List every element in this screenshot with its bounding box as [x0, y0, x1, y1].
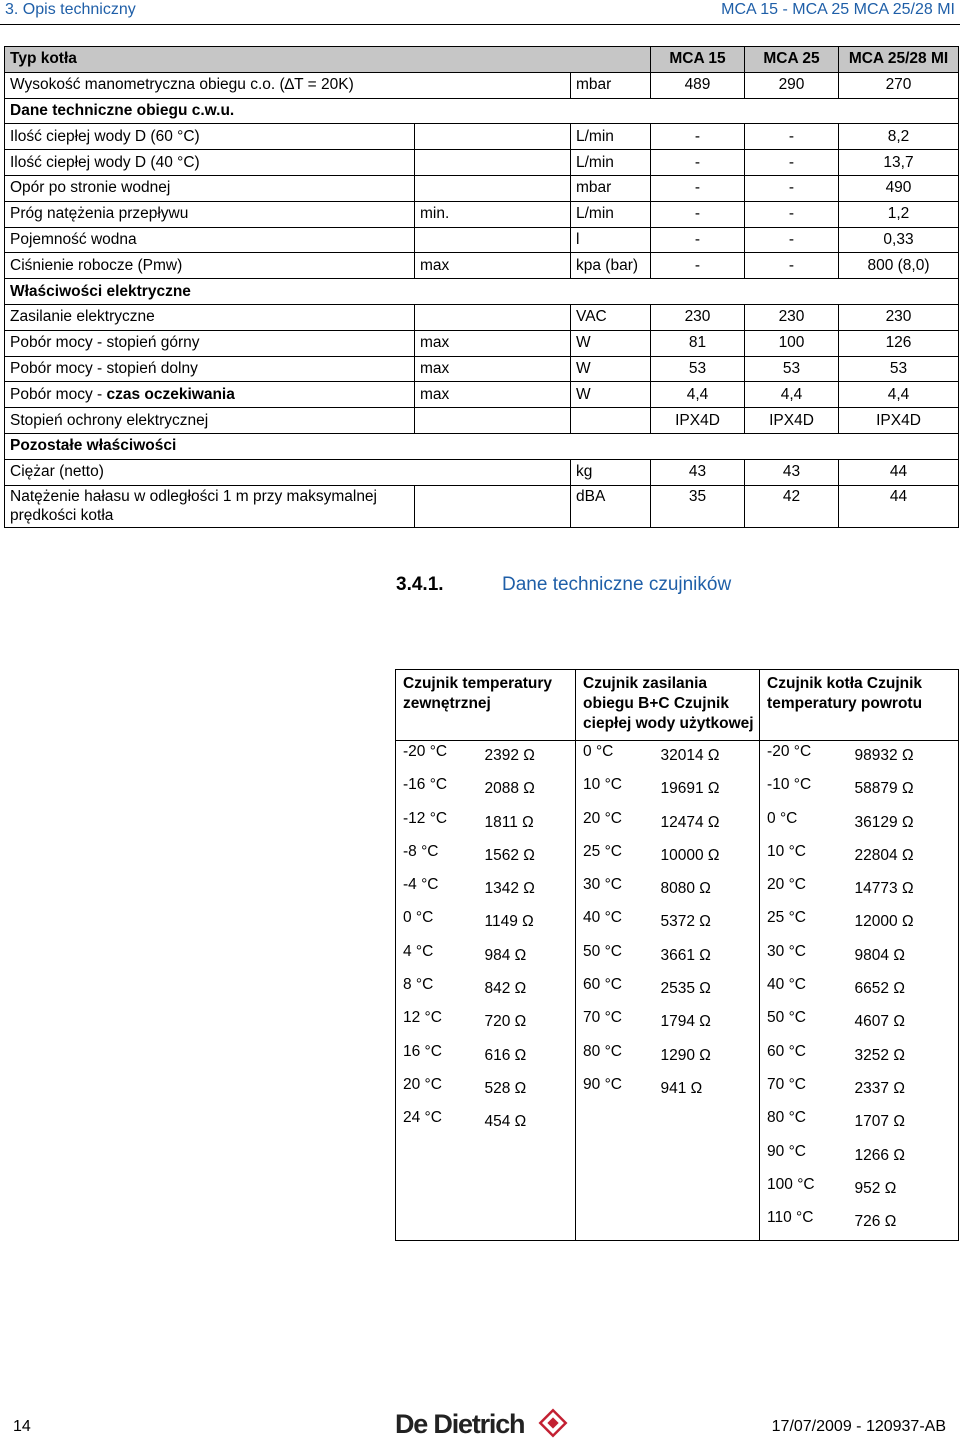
sensor-resistance: 12000 Ω	[848, 907, 959, 940]
sensor-row	[396, 808, 959, 841]
sensor-row	[396, 1207, 959, 1241]
spec-value: -	[745, 124, 839, 150]
section-heading: Właściwości elektryczne	[5, 279, 959, 305]
sensor-resistance: 2535 Ω	[660, 980, 711, 998]
spec-row	[5, 124, 959, 150]
spec-value: IPX4D	[745, 408, 839, 434]
spec-header-label: Typ kotła	[5, 47, 651, 73]
sensor-resistance	[478, 1207, 576, 1241]
sensor-resistance: 1562 Ω	[484, 846, 535, 864]
sensor-temperature: 0 °C	[760, 808, 848, 841]
spec-value: -	[745, 201, 839, 227]
spec-label: Ilość ciepłej wody D (40 °C)	[5, 150, 415, 176]
spec-qualifier	[415, 227, 571, 253]
spec-value: IPX4D	[839, 408, 959, 434]
spec-unit: W	[571, 382, 651, 408]
spec-unit: mbar	[571, 72, 651, 98]
spec-row-standby	[5, 382, 959, 408]
spec-row-weight	[5, 459, 959, 485]
spec-value: 489	[651, 72, 745, 98]
spec-row	[5, 201, 959, 227]
spec-value: 270	[839, 72, 959, 98]
sensor-resistance: 720 Ω	[484, 1013, 527, 1031]
sensor-resistance: 5372 Ω	[660, 913, 711, 931]
sensor-resistance: 952 Ω	[848, 1174, 959, 1207]
sensor-temperature: 100 °C	[760, 1174, 848, 1207]
spec-row	[5, 304, 959, 330]
spec-qualifier: max	[415, 382, 571, 408]
spec-value: -	[745, 150, 839, 176]
spec-label: Opór po stronie wodnej	[5, 175, 415, 201]
sensor-resistance: 1266 Ω	[848, 1141, 959, 1174]
sensor-row	[396, 1141, 959, 1174]
spec-value: 230	[839, 304, 959, 330]
sensor-temperature: 12 °C	[396, 1007, 478, 1040]
sensor-resistance: 6652 Ω	[848, 974, 959, 1007]
spec-qualifier	[415, 124, 571, 150]
sensor-resistance: 842 Ω	[484, 980, 527, 998]
spec-value: -	[745, 175, 839, 201]
spec-value: 490	[839, 175, 959, 201]
sensor-row	[396, 774, 959, 807]
sensor-temperature: 30 °C	[760, 941, 848, 974]
sensor-resistance: 36129 Ω	[848, 808, 959, 841]
spec-qualifier: min.	[415, 201, 571, 227]
spec-value: 230	[651, 304, 745, 330]
delta-icon: ∆	[284, 76, 295, 94]
spec-value: 53	[651, 356, 745, 382]
spec-qualifier: max	[415, 253, 571, 279]
sensor-resistance: 1149 Ω	[484, 913, 534, 931]
sensor-resistance: 14773 Ω	[848, 874, 959, 907]
sensor-temperature: 110 °C	[760, 1207, 848, 1241]
sensor-resistance	[654, 1174, 760, 1207]
document-reference: 17/07/2009 - 120937-AB	[771, 1418, 946, 1435]
sensor-table	[395, 669, 959, 1241]
spec-value: IPX4D	[651, 408, 745, 434]
sensor-resistance: 1794 Ω	[660, 1013, 711, 1031]
sensor-header-outdoor: Czujnik temperatury zewnętrznej	[396, 670, 576, 741]
sensor-temperature	[576, 1107, 654, 1140]
spec-qualifier	[415, 485, 571, 527]
sensor-temperature: 0 °C	[396, 907, 478, 940]
spec-row-noise	[5, 485, 959, 527]
sensor-row	[396, 1107, 959, 1140]
spec-row	[5, 175, 959, 201]
spec-value: -	[651, 124, 745, 150]
spec-section-dhw	[5, 98, 959, 124]
sensor-resistance: 984 Ω	[484, 946, 527, 964]
sensor-temperature: 60 °C	[760, 1041, 848, 1074]
spec-value: 44	[839, 485, 959, 527]
spec-value: 44	[839, 459, 959, 485]
spec-value: 4,4	[651, 382, 745, 408]
spec-unit: VAC	[571, 304, 651, 330]
sensor-row	[396, 874, 959, 907]
spec-label: Wysokość manometryczna obiegu c.o. (∆T = 20K)	[5, 72, 571, 98]
spec-value: -	[651, 201, 745, 227]
spec-value: 4,4	[745, 382, 839, 408]
svg-text:De Dietrich: De Dietrich	[395, 1409, 525, 1439]
sensor-temperature: 70 °C	[576, 1007, 654, 1040]
boiler-spec-table	[4, 46, 959, 528]
spec-value: 81	[651, 330, 745, 356]
spec-value: 53	[745, 356, 839, 382]
sensor-resistance: 1290 Ω	[660, 1046, 711, 1064]
spec-header-mca2528: MCA 25/28 MI	[839, 47, 959, 73]
sensor-resistance	[654, 1107, 760, 1140]
sensor-temperature: 40 °C	[760, 974, 848, 1007]
sensor-temperature: 25 °C	[576, 841, 654, 874]
sensor-temperature: 20 °C	[576, 808, 654, 841]
spec-unit: mbar	[571, 175, 651, 201]
sensor-row	[396, 907, 959, 940]
section-number: 3.4.1.	[396, 574, 444, 595]
spec-row	[5, 150, 959, 176]
spec-value: 126	[839, 330, 959, 356]
spec-value: 13,7	[839, 150, 959, 176]
sensor-temperature: 20 °C	[760, 874, 848, 907]
sensor-temperature: -12 °C	[396, 808, 478, 841]
sensor-resistance: 2088 Ω	[484, 780, 535, 798]
spec-unit: W	[571, 330, 651, 356]
spec-value: 230	[745, 304, 839, 330]
section-heading: Pozostałe właściwości	[5, 433, 959, 459]
sensor-resistance: 98932 Ω	[848, 741, 959, 775]
spec-value: -	[651, 253, 745, 279]
sensor-resistance: 22804 Ω	[848, 841, 959, 874]
spec-label: Ilość ciepłej wody D (60 °C)	[5, 124, 415, 150]
sensor-resistance: 1811 Ω	[484, 813, 534, 831]
sensor-temperature	[396, 1141, 478, 1174]
sensor-resistance: 10000 Ω	[660, 846, 720, 864]
spec-label: Natężenie hałasu w odległości 1 m przy maksymalnej prędkości kotła	[5, 485, 415, 527]
spec-header-row	[5, 47, 959, 73]
sensor-temperature: 90 °C	[576, 1074, 654, 1107]
sensor-temperature: 0 °C	[576, 741, 654, 775]
sensor-resistance: 2392 Ω	[484, 747, 535, 764]
spec-value: -	[745, 227, 839, 253]
spec-value: 43	[745, 459, 839, 485]
sensor-header-flow-dhw: Czujnik zasilania obiegu B+C Czujnik ciepłej wody użytkowej	[576, 670, 760, 741]
spec-qualifier	[415, 175, 571, 201]
spec-unit: kg	[571, 459, 651, 485]
sensor-resistance	[478, 1141, 576, 1174]
sensor-temperature: -4 °C	[396, 874, 478, 907]
spec-value: 42	[745, 485, 839, 527]
sensor-temperature	[396, 1174, 478, 1207]
spec-label: Ciężar (netto)	[5, 459, 571, 485]
sensor-resistance: 19691 Ω	[660, 780, 720, 798]
sensor-resistance: 454 Ω	[484, 1113, 527, 1131]
sensor-temperature: -10 °C	[760, 774, 848, 807]
sensor-temperature: 60 °C	[576, 974, 654, 1007]
sensor-resistance: 58879 Ω	[848, 774, 959, 807]
sensor-temperature: 80 °C	[760, 1107, 848, 1140]
spec-label: Pojemność wodna	[5, 227, 415, 253]
sensor-temperature: 90 °C	[760, 1141, 848, 1174]
spec-section-electrical	[5, 279, 959, 305]
sensor-temperature: 25 °C	[760, 907, 848, 940]
sensor-temperature: 8 °C	[396, 974, 478, 1007]
spec-unit: l	[571, 227, 651, 253]
sensor-resistance	[654, 1207, 760, 1241]
spec-label: Pobór mocy - stopień górny	[5, 330, 415, 356]
spec-qualifier	[415, 408, 571, 434]
spec-value: 43	[651, 459, 745, 485]
spec-label: Ciśnienie robocze (Pmw)	[5, 253, 415, 279]
sensor-temperature: 10 °C	[576, 774, 654, 807]
spec-value: -	[651, 175, 745, 201]
sensor-header-boiler-return: Czujnik kotła Czujnik temperatury powrotu	[760, 670, 959, 741]
sensor-row	[396, 1174, 959, 1207]
sensor-resistance: 1707 Ω	[848, 1107, 959, 1140]
spec-row	[5, 227, 959, 253]
spec-label: Pobór mocy - stopień dolny	[5, 356, 415, 382]
sensor-temperature	[576, 1174, 654, 1207]
sensor-row	[396, 941, 959, 974]
spec-value: 35	[651, 485, 745, 527]
spec-value: 0,33	[839, 227, 959, 253]
sensor-resistance: 941 Ω	[660, 1079, 703, 1097]
sensor-resistance: 8080 Ω	[660, 880, 711, 898]
spec-unit: L/min	[571, 124, 651, 150]
sensor-temperature: 20 °C	[396, 1074, 478, 1107]
sensor-temperature: 50 °C	[576, 941, 654, 974]
sensor-header-row	[396, 670, 959, 741]
sensor-temperature: 40 °C	[576, 907, 654, 940]
section-title	[396, 574, 732, 596]
spec-qualifier	[415, 304, 571, 330]
header-rule	[0, 24, 960, 25]
sensor-row	[396, 1074, 959, 1107]
spec-value: -	[651, 227, 745, 253]
sensor-resistance: 726 Ω	[848, 1207, 959, 1241]
sensor-resistance	[478, 1174, 576, 1207]
spec-value: 53	[839, 356, 959, 382]
sensor-resistance: 4607 Ω	[848, 1007, 959, 1040]
spec-row-manometric	[5, 72, 959, 98]
sensor-resistance: 3252 Ω	[848, 1041, 959, 1074]
spec-value: 800 (8,0)	[839, 253, 959, 279]
spec-unit: kpa (bar)	[571, 253, 651, 279]
spec-label: Zasilanie elektryczne	[5, 304, 415, 330]
spec-unit: dBA	[571, 485, 651, 527]
chapter-title: 3. Opis techniczny	[5, 1, 136, 18]
sensor-temperature: 70 °C	[760, 1074, 848, 1107]
sensor-row	[396, 974, 959, 1007]
spec-row	[5, 253, 959, 279]
sensor-row	[396, 1041, 959, 1074]
page-header	[0, 0, 960, 22]
sensor-resistance: 1342 Ω	[484, 880, 535, 898]
sensor-temperature: 50 °C	[760, 1007, 848, 1040]
sensor-resistance: 528 Ω	[484, 1079, 527, 1097]
sensor-temperature: -8 °C	[396, 841, 478, 874]
spec-section-other	[5, 433, 959, 459]
spec-label: Pobór mocy - czas oczekiwania	[5, 382, 415, 408]
spec-unit: L/min	[571, 150, 651, 176]
sensor-row	[396, 1007, 959, 1040]
sensor-resistance: 12474 Ω	[660, 813, 720, 831]
sensor-row	[396, 841, 959, 874]
spec-qualifier	[415, 150, 571, 176]
sensor-resistance	[654, 1141, 760, 1174]
sensor-temperature: 16 °C	[396, 1041, 478, 1074]
sensor-temperature	[576, 1207, 654, 1241]
sensor-temperature: 80 °C	[576, 1041, 654, 1074]
spec-value: 290	[745, 72, 839, 98]
sensor-temperature	[396, 1207, 478, 1241]
sensor-temperature: 4 °C	[396, 941, 478, 974]
model-list: MCA 15 - MCA 25 MCA 25/28 MI	[721, 1, 955, 18]
spec-value: 1,2	[839, 201, 959, 227]
spec-qualifier: max	[415, 330, 571, 356]
sensor-resistance: 32014 Ω	[660, 747, 720, 764]
spec-value: 4,4	[839, 382, 959, 408]
spec-row	[5, 330, 959, 356]
sensor-temperature: 30 °C	[576, 874, 654, 907]
spec-unit: L/min	[571, 201, 651, 227]
spec-qualifier: max	[415, 356, 571, 382]
de-dietrich-logo	[395, 1405, 570, 1441]
sensor-resistance: 9804 Ω	[848, 941, 959, 974]
sensor-resistance: 616 Ω	[484, 1046, 527, 1064]
spec-label: Próg natężenia przepływu	[5, 201, 415, 227]
spec-row-ip	[5, 408, 959, 434]
sensor-temperature: -20 °C	[396, 741, 478, 775]
section-heading: Dane techniczne obiegu c.w.u.	[5, 98, 959, 124]
sensor-row	[396, 741, 959, 775]
spec-header-mca25: MCA 25	[745, 47, 839, 73]
sensor-temperature: -20 °C	[760, 741, 848, 775]
spec-row	[5, 356, 959, 382]
spec-value: 100	[745, 330, 839, 356]
sensor-temperature	[576, 1141, 654, 1174]
spec-label: Stopień ochrony elektrycznej	[5, 408, 415, 434]
spec-value: -	[745, 253, 839, 279]
spec-value: 8,2	[839, 124, 959, 150]
sensor-temperature: 24 °C	[396, 1107, 478, 1140]
section-title-text: Dane techniczne czujników	[502, 574, 732, 595]
spec-unit: W	[571, 356, 651, 382]
spec-value: -	[651, 150, 745, 176]
sensor-temperature: -16 °C	[396, 774, 478, 807]
sensor-resistance: 3661 Ω	[660, 946, 711, 964]
page-number: 14	[13, 1418, 31, 1435]
spec-header-mca15: MCA 15	[651, 47, 745, 73]
sensor-resistance: 2337 Ω	[848, 1074, 959, 1107]
spec-unit	[571, 408, 651, 434]
sensor-temperature: 10 °C	[760, 841, 848, 874]
